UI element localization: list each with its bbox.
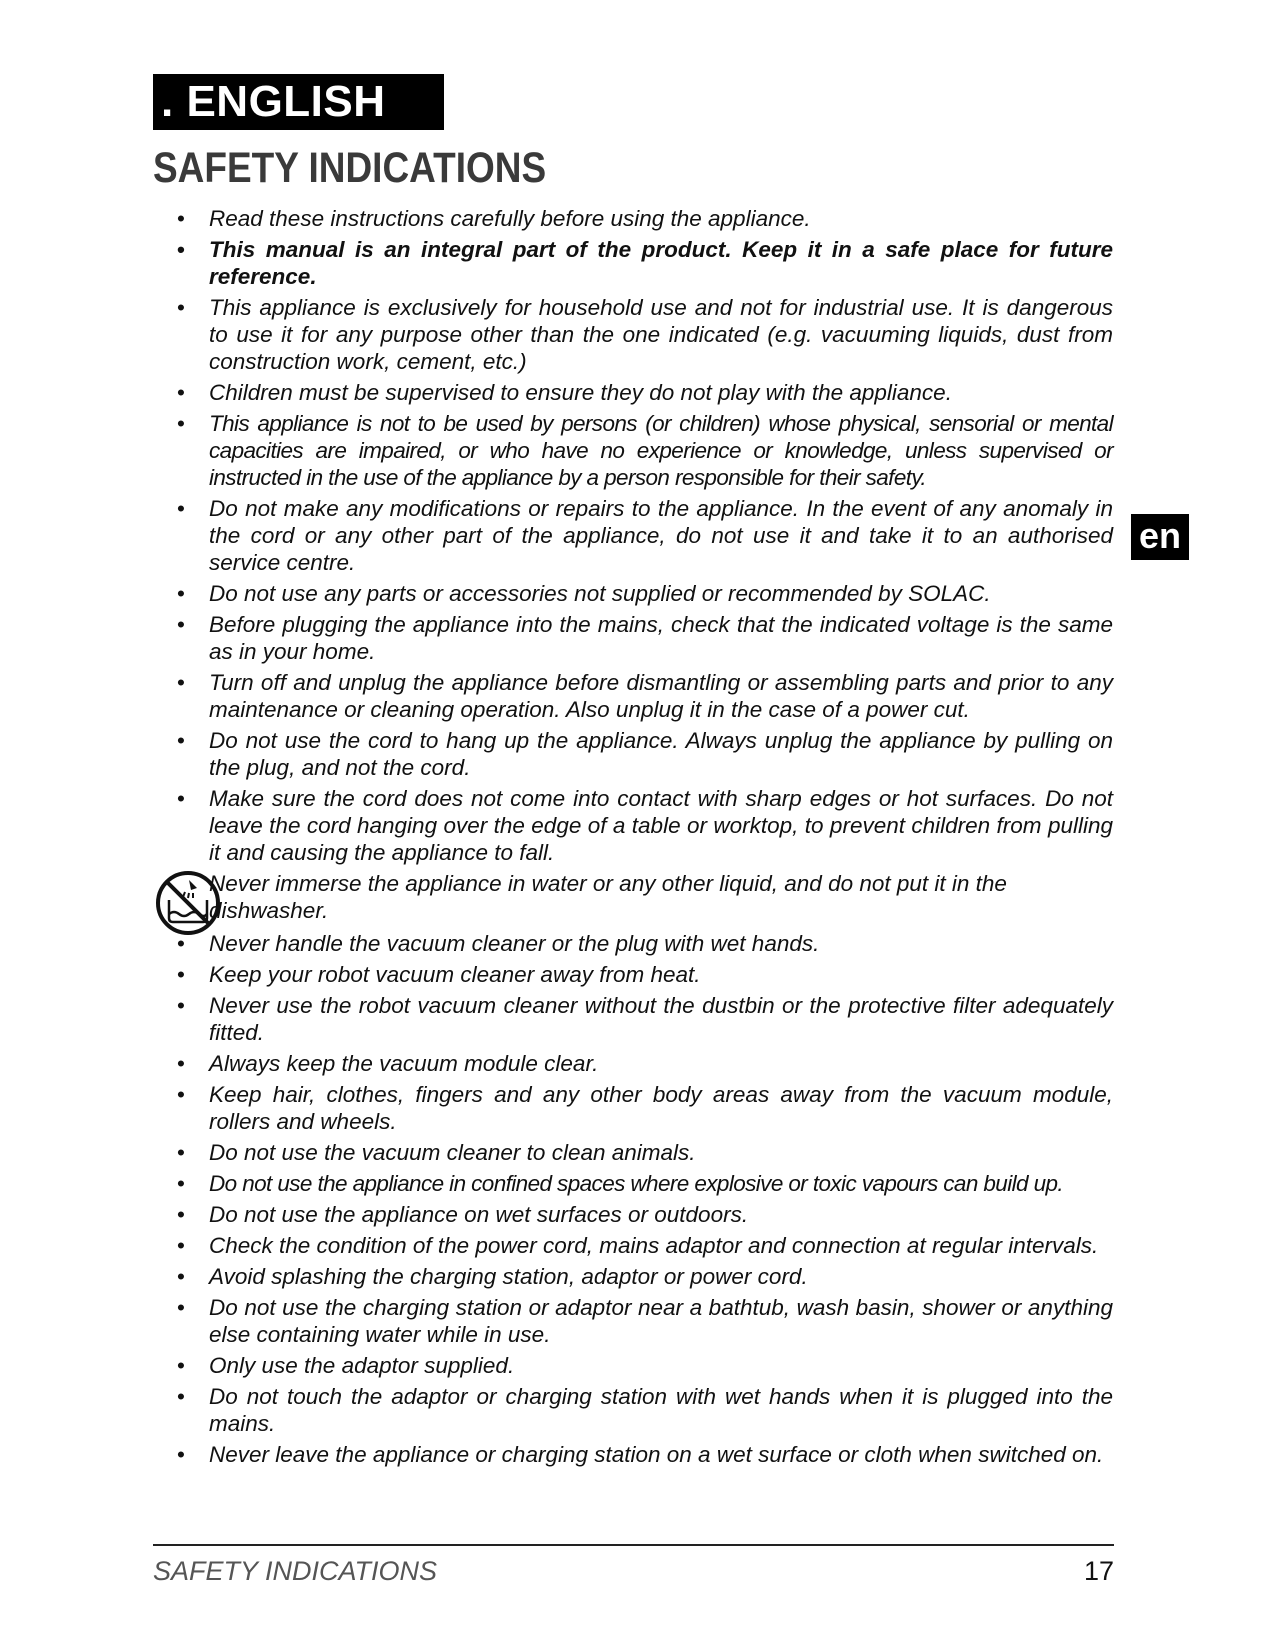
bullet: • (177, 206, 185, 231)
list-item-text: Make sure the cord does not come into contact with sharp edges or hot surfaces. Do not leave the cord hanging over the edge of a table or worktop, to prevent children from pulling it and causing the appliance to fall. (209, 786, 1113, 865)
list-item (175, 669, 1113, 723)
list-item (175, 785, 1113, 866)
list-item-text: This appliance is not to be used by persons (or children) whose physical, sensorial or mental capacities are impaired, or who have no experience or knowledge, unless supervised or instructed in the use of the appliance by a person responsible for their safety. (209, 411, 1113, 490)
bullet: • (177, 1171, 185, 1196)
list-item (175, 580, 1113, 607)
list-item-text: Do not touch the adaptor or charging station with wet hands when it is plugged into the mains. (209, 1384, 1113, 1436)
list-item-text: Do not use the appliance on wet surfaces or outdoors. (209, 1202, 749, 1227)
list-item-text: Never handle the vacuum cleaner or the plug with wet hands. (209, 931, 820, 956)
bullet: • (177, 1202, 185, 1227)
safety-list (175, 205, 1113, 1472)
bullet: • (177, 786, 185, 811)
list-item (175, 930, 1113, 957)
footer-divider (153, 1544, 1114, 1546)
list-item-text: Always keep the vacuum module clear. (209, 1051, 599, 1076)
list-item (175, 1263, 1113, 1290)
bullet: • (177, 1082, 185, 1107)
bullet: • (177, 931, 185, 956)
footer-section-title: SAFETY INDICATIONS (153, 1556, 438, 1586)
list-item (175, 495, 1113, 576)
list-item-text: Children must be supervised to ensure they do not play with the appliance. (209, 380, 952, 405)
list-item-text: This appliance is exclusively for household use and not for industrial use. It is dangerous to use it for any purpose other than the one indicated (e.g. vacuuming liquids, dust from construction work, cement, etc.) (209, 295, 1113, 374)
list-item-text: Turn off and unplug the appliance before dismantling or assembling parts and prior to any maintenance or cleaning operation. Also unplug it in the case of a power cut. (209, 670, 1113, 722)
bullet: • (177, 295, 185, 320)
bullet: • (177, 237, 185, 262)
bullet: • (177, 670, 185, 695)
bullet: • (177, 1442, 185, 1467)
list-item (175, 611, 1113, 665)
page-number: 17 (1083, 1556, 1114, 1586)
list-item (175, 1201, 1113, 1228)
bullet: • (177, 496, 185, 521)
bullet: • (177, 1295, 185, 1320)
language-tab: en (1131, 514, 1189, 560)
list-item (175, 1139, 1113, 1166)
list-item-text: Do not use the appliance in confined spaces where explosive or toxic vapours can build up. (209, 1171, 1064, 1196)
bullet: • (177, 728, 185, 753)
list-item (175, 961, 1113, 988)
bullet: • (177, 1384, 185, 1409)
list-item (175, 294, 1113, 375)
list-item-text: Never leave the appliance or charging station on a wet surface or cloth when switched on. (209, 1442, 1104, 1467)
list-item-text: Never use the robot vacuum cleaner without the dustbin or the protective filter adequately fitted. (209, 993, 1113, 1045)
list-item-text: This manual is an integral part of the product. Keep it in a safe place for future reference. (209, 237, 1113, 289)
list-item-text: Avoid splashing the charging station, adaptor or power cord. (209, 1264, 808, 1289)
list-item (175, 992, 1113, 1046)
list-item-text: Before plugging the appliance into the mains, check that the indicated voltage is the same as in your home. (209, 612, 1113, 664)
bullet: • (177, 411, 185, 436)
list-item (175, 1441, 1113, 1468)
list-item-text: Check the condition of the power cord, mains adaptor and connection at regular intervals. (209, 1233, 1099, 1258)
list-item-text: Read these instructions carefully before using the appliance. (209, 206, 811, 231)
list-item-text: Do not use the cord to hang up the appliance. Always unplug the appliance by pulling on the plug, and not the cord. (209, 728, 1113, 780)
list-item (175, 1294, 1113, 1348)
no-water-immersion-icon (155, 870, 221, 936)
immersion-warning (175, 870, 1113, 926)
language-banner: . ENGLISH (153, 74, 444, 130)
bullet: • (177, 1264, 185, 1289)
bullet: • (177, 1051, 185, 1076)
list-item-text: Do not use the vacuum cleaner to clean animals. (209, 1140, 696, 1165)
bullet: • (177, 612, 185, 637)
list-item (175, 1383, 1113, 1437)
list-item (175, 379, 1113, 406)
page-title: SAFETY INDICATIONS (153, 144, 547, 192)
bullet: • (177, 1353, 185, 1378)
list-item-text: Keep your robot vacuum cleaner away from heat. (209, 962, 701, 987)
list-item (175, 205, 1113, 232)
bullet: • (177, 962, 185, 987)
bullet: • (177, 380, 185, 405)
bullet: • (177, 993, 185, 1018)
list-item (175, 1352, 1113, 1379)
list-item (175, 1170, 1113, 1197)
list-item (175, 1232, 1113, 1259)
bullet: • (177, 1140, 185, 1165)
list-item-text: Keep hair, clothes, fingers and any other body areas away from the vacuum module, rollers and wheels. (209, 1082, 1113, 1134)
list-item (175, 727, 1113, 781)
immersion-warning-text: Never immerse the appliance in water or any other liquid, and do not put it in the dishwasher. (209, 871, 1007, 923)
list-item-text: Do not use any parts or accessories not supplied or recommended by SOLAC. (209, 581, 991, 606)
list-item (175, 410, 1113, 491)
list-item-text: Only use the adaptor supplied. (209, 1353, 515, 1378)
bullet: • (177, 1233, 185, 1258)
list-item-text: Do not use the charging station or adaptor near a bathtub, wash basin, shower or anything else containing water while in use. (209, 1295, 1113, 1347)
bullet: • (177, 581, 185, 606)
list-item (175, 236, 1113, 290)
list-item (175, 1081, 1113, 1135)
list-item-text: Do not make any modifications or repairs to the appliance. In the event of any anomaly in the cord or any other part of the appliance, do not use it and take it to an authorised service centre. (209, 496, 1113, 575)
list-item (175, 1050, 1113, 1077)
